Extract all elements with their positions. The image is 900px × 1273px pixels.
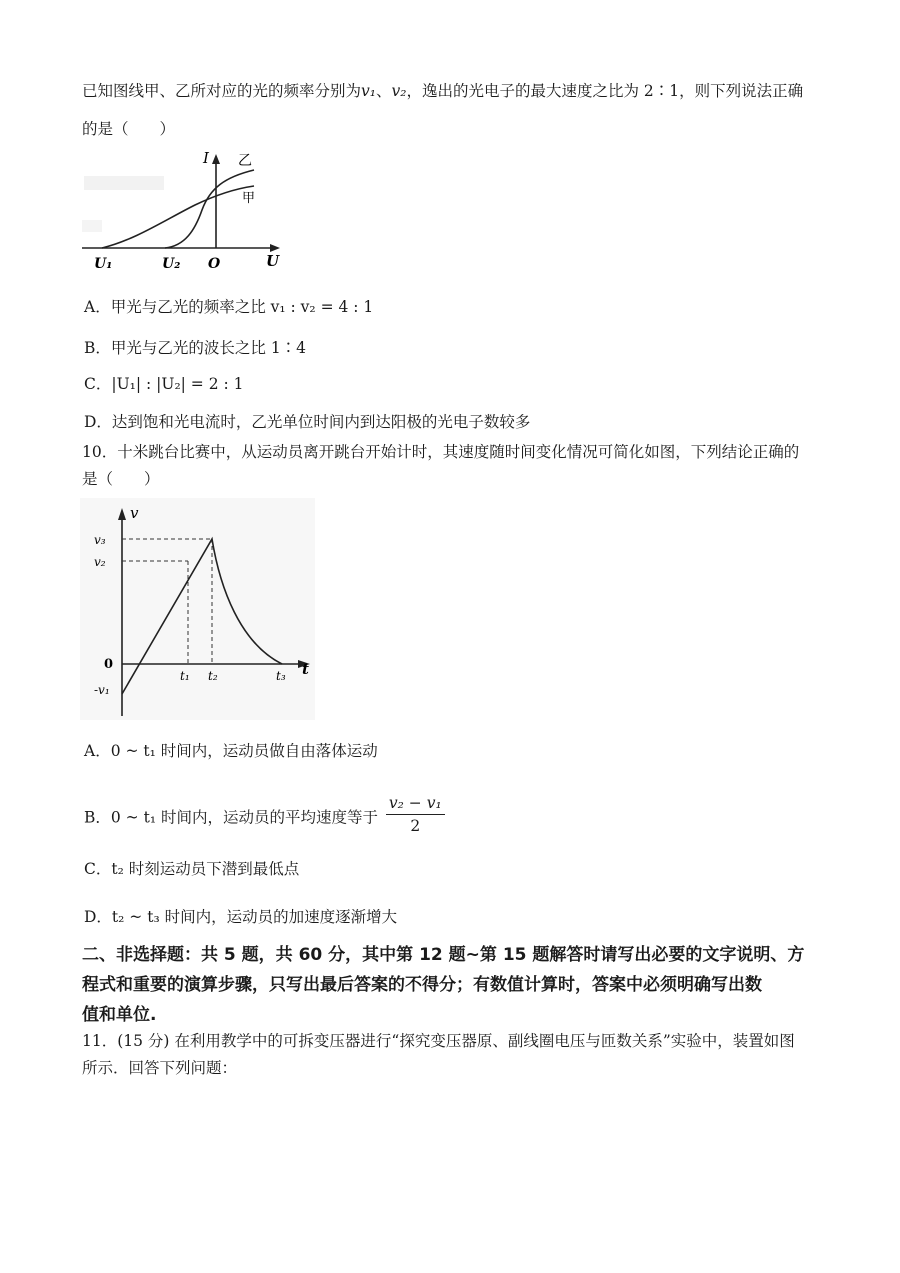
q10-option-b-text: B．0 ~ t₁ 时间内，运动员的平均速度等于: [84, 808, 378, 827]
section2-line3: 值和单位.: [82, 1005, 157, 1025]
q11-line1: 11．(15 分) 在利用教学中的可拆变压器进行“探究变压器原、副线圈电压与匝数关系”实验中，装置如图: [82, 1032, 795, 1050]
q9-label-jia: 甲: [242, 191, 256, 206]
q9-curve-yi: [165, 170, 254, 248]
q10-label-t: t: [302, 660, 309, 678]
q10-label-t3: t₃: [276, 669, 286, 683]
q10-stem-line1: 10．十米跳台比赛中，从运动员离开跳台开始计时，其速度随时间变化情况可简化如图，下列结论正确的: [82, 443, 800, 461]
q10-option-a: A．0 ~ t₁ 时间内，运动员做自由落体运动: [84, 742, 378, 760]
q9-option-b: B．甲光与乙光的波长之比 1∶4: [84, 339, 307, 357]
q10-option-d: D．t₂ ~ t₃ 时间内，运动员的加速度逐渐增大: [84, 908, 398, 926]
q9-stem-line1: [82, 80, 803, 102]
q9-stem-line2: 的是（ ）: [82, 120, 176, 138]
q9-label-o: O: [208, 256, 221, 272]
q9-label-i: I: [203, 150, 209, 167]
section2-line2: 程式和重要的演算步骤，只写出最后答案的不得分；有数值计算时，答案中必须明确写出数: [82, 975, 762, 995]
q10-label-t1: t₁: [180, 669, 190, 683]
q9-stem-text-b: ，逸出的光电子的最大速度之比为 2∶1，则下列说法正确: [406, 82, 804, 100]
q10-label-v: v: [130, 504, 139, 522]
q10-option-b-fraction: [386, 792, 445, 837]
q10-option-c: C．t₂ 时刻运动员下潜到最低点: [84, 860, 300, 878]
section2-line1: 二、非选择题：共 5 题，共 60 分，其中第 12 题~第 15 题解答时请写出必要的文字说明、方: [82, 945, 805, 965]
q9-option-a: A．甲光与乙光的频率之比 v₁ : v₂ = 4 : 1: [84, 298, 374, 316]
q9-stem-nu2: v₂: [391, 82, 407, 100]
q10-option-b: [84, 796, 445, 841]
q9-stem-sep: 、: [376, 82, 392, 100]
q11-line2: 所示．回答下列问题：: [82, 1059, 238, 1077]
q10-label-zero: 0: [104, 657, 114, 672]
q9-label-u: U: [266, 252, 280, 270]
q10-stem-line2: 是（ ）: [82, 470, 160, 488]
q9-label-yi: 乙: [238, 153, 252, 169]
q10-label-t2: t₂: [208, 669, 218, 683]
q9-curve-jia: [102, 186, 254, 248]
q9-label-u2: U₂: [162, 256, 181, 272]
q10-label-v3: v₃: [94, 533, 106, 547]
q10-option-b-denominator: 2: [410, 817, 421, 835]
q10-label-negv1: -v₁: [94, 683, 110, 697]
q9-label-u1: U₁: [94, 256, 113, 272]
q10-option-b-numerator: v₂ − v₁: [386, 792, 445, 815]
q9-option-d: D．达到饱和光电流时，乙光单位时间内到达阳极的光电子数较多: [84, 413, 531, 431]
q10-label-v2: v₂: [94, 555, 106, 569]
q9-stem-text-a: 已知图线甲、乙所对应的光的频率分别为: [82, 82, 362, 100]
q9-stem-nu1: v₁: [361, 82, 376, 100]
q9-iu-graph: [80, 150, 290, 275]
q10-vt-graph: [80, 498, 320, 723]
q9-option-c: C．|U₁| : |U₂| = 2 : 1: [84, 375, 244, 393]
